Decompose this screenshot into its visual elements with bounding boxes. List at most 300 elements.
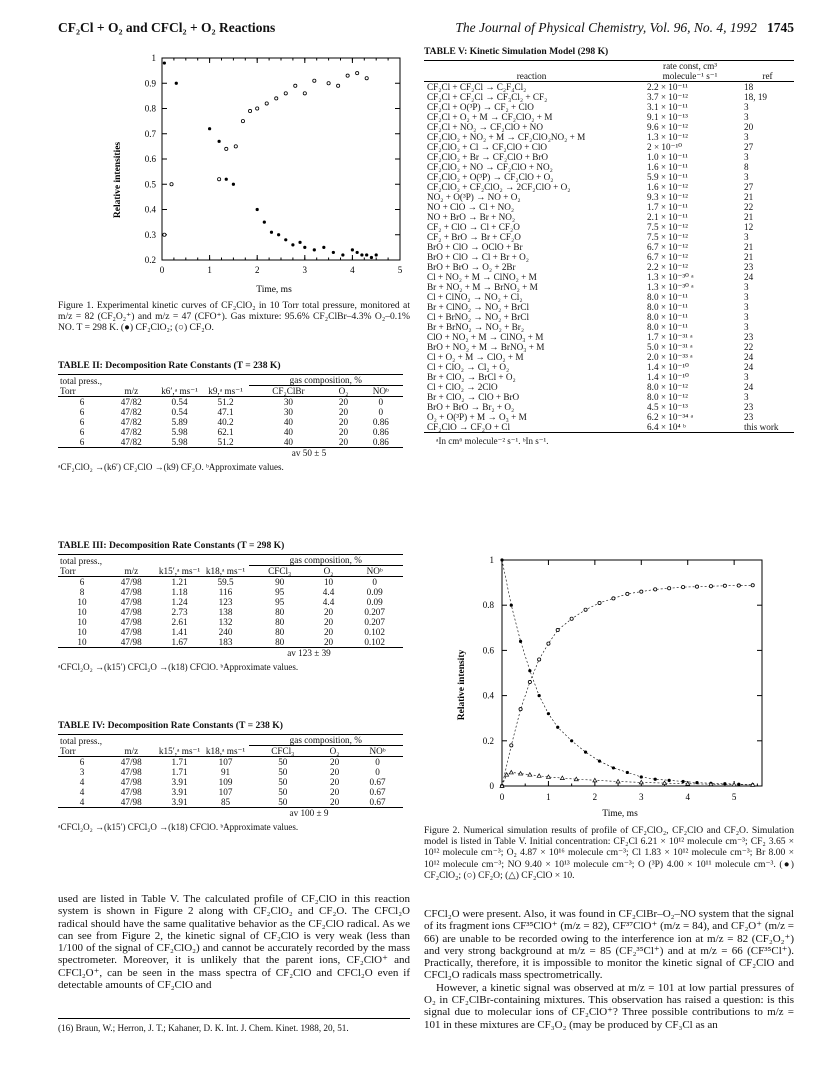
x-tick-label: 3 [639,792,644,802]
cf2clo-point [616,779,620,783]
cf2clo2-point [175,82,178,85]
ref-cell: 3 [744,372,749,382]
table-cell: 47/98 [120,797,142,807]
rate-cell: 1.3 × 10⁻³⁰ ᵃ [647,272,694,282]
cf2o-point [723,584,726,587]
table-cell: 50 [278,767,288,777]
ref-cell: 3 [744,152,749,162]
col-header-pressure: total press., Torr [60,556,103,576]
rate-cell: 9.1 × 10⁻¹³ [647,112,688,122]
ref-cell: 3 [744,292,749,302]
table-cell: 2.73 [171,607,188,617]
y-tick-label: 0.3 [144,229,156,240]
y-tick-label: 0.8 [482,600,494,611]
x-tick-label: 1 [546,792,551,802]
table-cell: 1.67 [171,637,188,647]
figure-1-tick-labels [145,53,403,275]
rate-cell: 1.4 × 10⁻¹⁰ [647,372,689,382]
cf2clo2-point [322,246,325,249]
table-cell: 0.102 [364,637,385,647]
cf2clo2-point [519,640,522,643]
table-row [424,182,794,192]
cf2clo-point [500,784,504,788]
ref-cell: 3 [744,322,749,332]
cf2clo-point [751,783,755,787]
table-row [424,172,794,182]
table-cell: 85 [220,797,231,807]
ref-cell: 24 [744,382,754,392]
table-row [424,362,794,372]
rate-cell: 8.0 × 10⁻¹¹ [647,312,688,322]
table-cell: 90 [275,577,285,587]
table-cell: 80 [275,617,285,627]
table-row [424,412,794,422]
cf2o-point [709,585,712,588]
col-header-ref: ref [762,71,773,81]
table-cell: 20 [329,777,340,787]
cf2clo2-point [225,178,228,181]
ref-cell: 3 [744,282,749,292]
reaction-cell: Br + ClO₂ → ClO + BrO [427,392,520,402]
y-tick-label: 0.4 [482,690,494,701]
table-cell: 47/82 [120,427,142,437]
col-header-k1: k6′,ᵃ ms⁻¹ [161,386,198,396]
y-tick-label: 0.9 [144,78,156,89]
figure-2-y-axis-label: Relative intensity [457,649,467,721]
cf2o-point [584,608,587,611]
cf2clo2-point [584,751,587,754]
cf2o-point [547,642,550,645]
table-row [424,142,794,152]
table-row [424,292,794,302]
reaction-cell: Cl + NO₂ + M → ClNO₂ + M [427,272,537,282]
rate-cell: 8.0 × 10⁻¹¹ [647,302,688,312]
rate-cell: 1.4 × 10⁻¹⁰ [647,362,689,372]
table-cell: 1.21 [171,577,188,587]
rate-cell: 1.3 × 10⁻¹² [647,132,688,142]
col-header-k1: k15′,ᵃ ms⁻¹ [158,746,201,756]
table-5-title: TABLE V: Kinetic Simulation Model (298 K) [424,46,609,57]
col-header-mz: m/z [124,566,139,576]
col-header-k2: k9,ᵃ ms⁻¹ [208,386,243,396]
table-cell: 20 [338,427,349,437]
figure-1-axes [162,58,400,260]
table-cell: 240 [218,627,233,637]
reaction-cell: Cl + BrNO₂ → NO₂ + BrCl [427,312,530,322]
table-cell: 47/98 [120,757,142,767]
cf2clo2-point [263,221,266,224]
table-cell: 47/98 [120,587,142,597]
ref-cell: 12 [744,222,754,232]
ref-cell: 3 [744,172,749,182]
reaction-cell: CF₂ClO₂ + CF₂ClO₂ → 2CF₂ClO + O₂ [427,182,571,192]
y-tick-label: 0.4 [144,204,156,215]
reaction-cell: CF₂ClO₂ + Br → CF₂ClO + BrO [427,152,549,162]
table-cell: 2.61 [171,617,188,627]
page-number: 1745 [767,20,794,35]
rate-cell: 1.6 × 10⁻¹² [647,182,688,192]
table-4-average: av 100 ± 9 [289,808,329,818]
table-row [424,252,794,262]
table-row [58,587,403,597]
cf2o-point [337,84,340,87]
cf2clo2-point [232,183,235,186]
table-cell: 10 [77,617,87,627]
ref-cell: 21 [744,212,754,222]
reaction-cell: CF₂Cl + CF₂Cl → C₂F₄Cl₂ [427,82,527,92]
reaction-cell: BrO + NO₂ + M → BrNO₃ + M [427,342,545,352]
figure-1-points [163,61,378,259]
table-cell: 62.1 [217,427,234,437]
rate-cell: 1.6 × 10⁻¹¹ [647,162,688,172]
cf2o-point [234,145,237,148]
cf2o-point [612,597,615,600]
reaction-cell: Br + NO₂ + M → BrNO₂ + M [427,282,538,292]
col-header-gas1: CFCl₃ [271,746,295,756]
table-3-title: TABLE III: Decomposition Rate Constants (T = 298 K) [58,540,285,551]
rate-cell: 8.0 × 10⁻¹¹ [647,292,688,302]
cf2o-point [346,74,349,77]
y-tick-label: 1 [151,53,156,63]
y-tick-label: 0.2 [144,255,156,265]
ref-cell: 21 [744,252,754,262]
table-cell: 47/98 [120,627,142,637]
table-cell: 1.24 [171,597,188,607]
cf2clo2-point [737,783,740,786]
figure-2-axes [502,560,762,786]
reaction-cell: CF₂ClO → CF₂O + Cl [427,422,511,432]
journal-citation: The Journal of Physical Chemistry, Vol. 96, No. 4, 1992 [455,20,757,35]
cf2o-point [327,82,330,85]
table-cell: 47/82 [120,437,142,447]
table-cell: 0.102 [364,627,385,637]
table-cell: 50 [278,797,288,807]
cf2clo2-point [612,766,615,769]
reaction-cell: CF₂ClO₂ + O(³P) → CF₂ClO + O₂ [427,172,554,182]
figure-2-frame [502,560,762,786]
table-cell: 0.09 [366,587,383,597]
right-body-paragraph-2: However, a kinetic signal was observed at m/z = 101 at low partial pressures of O₂ in CF₂ClBr-containing mixtures. This observation has raised a question: is this signal due to molecular ions of CF₂ClO⁺? Three possible contributions to m/z = 101 in these mixtures are CF₃O₂ (may be produced by CF₃Cl as an [424,981,794,1031]
cf2clo2-point [370,256,373,259]
table-cell: 132 [218,617,233,627]
cf2clo2-point [360,253,363,256]
table-cell: 1.71 [171,767,188,777]
cf2clo2-point [510,604,513,607]
reaction-cell: ClO + NO₂ + M → ClNO₃ + M [427,332,544,342]
x-tick-label: 4 [350,265,355,275]
col-header-no: NOᵇ [372,386,389,396]
table-cell: 0.207 [364,617,385,627]
rate-cell: 1.3 × 10⁻³⁰ ᵃ [647,282,694,292]
table-row [424,232,794,242]
table-cell: 50 [278,777,288,787]
cf2clo2-point [556,726,559,729]
table-row [58,407,403,417]
rate-cell: 2 × 10⁻¹⁰ [647,142,682,152]
reaction-cell: CF₂ + ClO → Cl + CF₂O [427,222,520,232]
table-row [58,637,403,648]
cf2clo2-point [626,771,629,774]
cf2clo2-point [256,208,259,211]
table-cell: 50 [278,757,288,767]
cf2o-point [737,584,740,587]
table-cell: 3 [79,767,85,777]
ref-cell: 3 [744,232,749,242]
cf2clo2-point [723,782,726,785]
table-cell: 109 [218,777,233,787]
col-header-gas-composition: gas composition, % [249,735,403,746]
table-cell: 30 [283,397,294,407]
table-cell: 6 [79,577,85,587]
table-cell: 1.71 [171,757,188,767]
rate-cell: 2.0 × 10⁻³³ ᵃ [647,352,693,362]
cf2o-point [218,178,221,181]
cf2clo2-point [277,233,280,236]
rate-cell: 9.6 × 10⁻¹² [647,122,688,132]
col-header-rate-const: rate const, cm³ molecule⁻¹ s⁻¹ [662,61,718,81]
table-row [424,302,794,312]
table-cell: 6 [79,397,85,407]
rate-cell: 6.2 × 10⁻³⁴ ᵃ [647,412,694,422]
x-tick-label: 2 [254,265,260,275]
rate-cell: 7.5 × 10⁻¹² [647,222,688,232]
cf2o-point [695,585,698,588]
cf2o-point [225,147,228,150]
cf2o-point [294,84,297,87]
x-tick-label: 0 [159,265,165,275]
cf2clo2-point [528,669,531,672]
table-5-note: ᵃIn cm⁶ molecule⁻² s⁻¹. ᵇIn s⁻¹. [436,436,549,446]
cf2clo2-point [163,61,166,64]
x-tick-label: 2 [592,792,598,802]
table-cell: 80 [275,627,285,637]
cf2clo2-point [500,558,503,561]
y-tick-label: 0 [489,781,494,791]
rate-cell: 6.7 × 10⁻¹² [647,242,688,252]
cf2o-point [303,92,306,95]
ref-cell: 27 [744,142,754,152]
table-cell: 47/82 [120,407,142,417]
table-cell: 4 [79,787,85,797]
table-cell: 0.86 [372,417,389,427]
table-3-average: av 123 ± 39 [287,648,331,658]
reaction-cell: NO + ClO → Cl + NO₂ [427,202,515,212]
table-row [58,797,403,808]
cf2clo2-point [654,778,657,781]
table-cell: 40 [283,427,294,437]
cf2o-point [356,72,359,75]
table-cell: 0.67 [369,777,386,787]
table-2-title: TABLE II: Decomposition Rate Constants (T = 238 K) [58,360,281,371]
table-row [58,767,403,777]
rate-cell: 3.7 × 10⁻¹² [647,92,688,102]
table-row [424,372,794,382]
table-row [424,402,794,412]
table-cell: 1.41 [171,627,188,637]
table-row [424,332,794,342]
table-row [424,342,794,352]
cf2clo2-point [291,243,294,246]
table-4-grid [58,734,403,808]
table-4 [58,720,410,832]
table-cell: 20 [329,787,340,797]
cf2o-point [640,590,643,593]
ref-cell: 24 [744,362,754,372]
table-row [424,132,794,142]
table-cell: 40 [283,437,294,447]
table-cell: 10 [77,597,87,607]
reaction-cell: BrO + BrO → Br₂ + O₂ [427,402,515,412]
cf2o-point [668,587,671,590]
table-cell: 20 [338,437,349,447]
table-2-grid [58,374,403,448]
table-cell: 20 [338,417,349,427]
y-tick-label: 1 [489,555,494,565]
reaction-cell: Cl + ClO₂ → 2ClO [427,382,498,392]
reaction-cell: Cl + ClNO₂ → NO₂ + Cl₂ [427,292,523,302]
table-cell: 0.67 [369,797,386,807]
col-header-o2: O₂ [323,566,334,576]
cf2clo-point [528,773,532,777]
rate-cell: 6.4 × 10⁴ ᵇ [647,422,686,432]
table-row [424,122,794,132]
table-cell: 6 [79,437,85,447]
x-tick-label: 4 [685,792,690,802]
rate-cell: 8.0 × 10⁻¹² [647,392,688,402]
table-cell: 40.2 [217,417,234,427]
table-row [58,437,403,448]
ref-cell: 21 [744,192,754,202]
col-header-o2: O₂ [329,746,340,756]
table-cell: 3.91 [171,787,188,797]
x-tick-label: 0 [499,792,505,802]
table-cell: 116 [218,587,233,597]
table-cell: 20 [338,397,349,407]
table-cell: 0 [372,577,377,587]
cf2o-point [626,592,629,595]
table-cell: 47/98 [120,607,142,617]
cf2clo-point [639,780,643,784]
reaction-cell: CF₂Cl + O(³P) → CF₂ + ClO [427,102,534,112]
table-cell: 10 [77,627,87,637]
table-cell: 20 [329,767,340,777]
ref-cell: 23 [744,332,754,342]
col-header-no: NOᵇ [366,566,383,576]
col-header-pressure: total press., Torr [60,376,103,396]
reaction-cell: Cl + ClO₂ → Cl₂ + O₂ [427,362,510,372]
table-row [58,627,403,637]
cf2clo2-point [270,231,273,234]
cf2clo2-point [351,248,354,251]
table-row [424,222,794,232]
rate-cell: 6.7 × 10⁻¹² [647,252,688,262]
cf2clo2-point [284,238,287,241]
table-row [424,162,794,172]
x-tick-label: 5 [731,792,737,802]
col-header-mz: m/z [124,746,139,756]
cf2o-point [751,584,754,587]
table-cell: 20 [323,627,334,637]
ref-cell: 8 [744,162,749,172]
table-cell: 0 [378,397,384,407]
col-header-reaction: reaction [516,71,547,81]
cf2clo-point [663,781,667,785]
table-row [424,382,794,392]
table-row [58,597,403,607]
ref-cell: 3 [744,302,749,312]
table-cell: 47/98 [120,597,142,607]
footnote: (16) Braun, W.; Herron, J. T.; Kahaner, D. K. Int. J. Chem. Kinet. 1988, 20, 51. [58,1023,349,1033]
table-cell: 123 [218,597,233,607]
table-row [424,112,794,122]
cf2clo2-point [538,694,541,697]
table-cell: 8 [79,587,85,597]
running-header-right [455,20,794,36]
table-cell: 59.5 [217,577,234,587]
cf2clo-point [546,775,550,779]
footnote-rule [58,1018,410,1019]
ref-cell: 22 [744,202,754,212]
figure-2-points [500,558,755,787]
table-cell: 0.54 [171,407,188,417]
table-cell: 0.67 [369,787,386,797]
reaction-cell: BrO + BrO → O₂ + 2Br [427,262,516,272]
table-row [58,397,403,408]
reaction-cell: NO₂ + O(³P) → NO + O₂ [427,192,521,202]
cf2o-point [170,183,173,186]
table-row [424,202,794,212]
ref-cell: 3 [744,102,749,112]
x-tick-label: 3 [302,265,308,275]
ref-cell: 18, 19 [744,92,768,102]
y-tick-label: 0.8 [144,103,156,114]
figure-1 [58,48,410,298]
figure-2-caption: Figure 2. Numerical simulation results of profile of CF₂ClO₂, CF₂ClO and CF₂O. Simulation model is listed in Table V. Initial concentration: CF₂Cl 6.21 × 10¹² molecule cm⁻³; CF₂ 3.65 × 10¹² molecule cm⁻³; O₂ 4.87 × 10¹⁶ molecule cm⁻³; Cl 1.83 × 10¹² molecule cm⁻³; Br 8.00 × 10¹² molecule cm⁻³; NO 9.40 × 10¹³ molecule cm⁻³; O (³P) 4.00 × 10¹¹ molecule cm⁻³. (●) CF₂ClO₂; (○) CF₂O; (△) CF₂ClO × 10. [424,825,794,881]
table-row [424,272,794,282]
table-cell: 47/98 [120,777,142,787]
cf2clo2-point [570,739,573,742]
table-cell: 47.1 [217,407,234,417]
table-cell: 47/82 [120,417,142,427]
col-header-mz: m/z [124,386,139,396]
table-cell: 47/98 [120,617,142,627]
col-header-pressure: total press., Torr [60,736,103,756]
reaction-cell: Br + ClO₂ → BrCl + O₂ [427,372,516,382]
left-body-paragraph: used are listed in Table V. The calculated profile of CF₂ClO in this reaction system is shown in Figure 2 along with CF₂ClO₂ and CF₂O. The CFCl₂O radical should have the same qualitative behavior as the CF₂ClO radical. As we can see from Figure 2, the kinetic signal of CF₂ClO is very weak (less than 1/100 of the signal of CF₂ClO₂) and cannot be accurately recorded by the mass spectrometer. Moreover, it is unlikely that the parent ions, CF₂ClO⁺ and CFCl₂O⁺, can be seen in the mass spectra of CF₂ClO and CFCl₂O even if detectable amounts of CF₂ClO and [58,893,410,992]
table-cell: 47/98 [120,637,142,647]
table-row [424,422,794,433]
cf2clo-point [537,774,541,778]
cf2clo2-point [356,251,359,254]
table-cell: 4.4 [322,597,335,607]
table-cell: 47/98 [120,767,142,777]
cf2clo-point [574,777,578,781]
reaction-cell: CF₂Cl + CF₂Cl → CF₃Cl₂ + CF₂ [427,92,548,102]
rate-cell: 5.0 × 10⁻³¹ ᵃ [647,342,693,352]
cf2clo-point [509,770,513,774]
table-row [424,82,794,93]
rate-cell: 9.3 × 10⁻¹² [647,192,688,202]
table-cell: 4 [79,777,85,787]
table-cell: 5.89 [171,417,188,427]
cf2o-point [510,744,513,747]
table-cell: 6 [79,407,85,417]
table-2-average: av 50 ± 5 [291,448,327,458]
table-cell: 0.86 [372,437,389,447]
reaction-cell: CF₂ClO₂ + NO₂ + M → CF₂ClO₂NO₂ + M [427,132,586,142]
cf2clo2-point [695,781,698,784]
reaction-cell: CF₂Cl + NO₂ → CF₂ClO + NO [427,122,543,132]
